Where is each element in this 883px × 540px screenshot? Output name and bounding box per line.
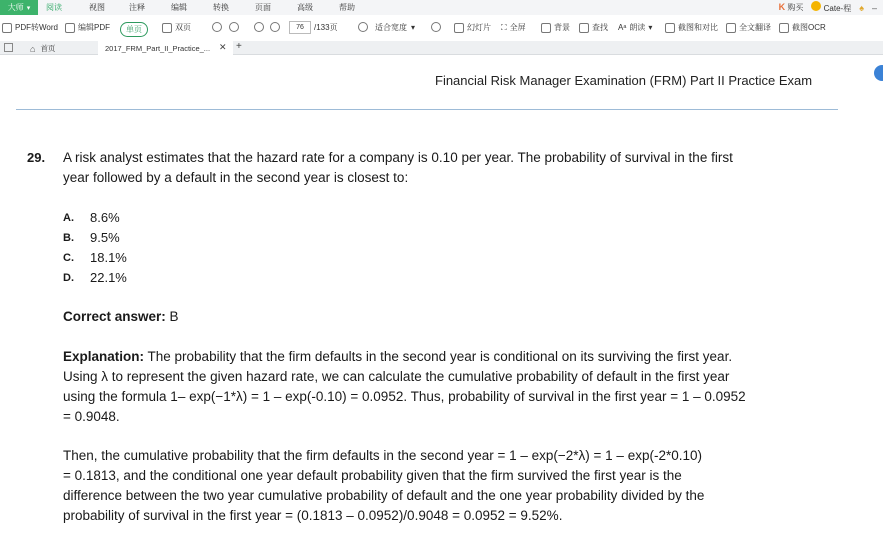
option-letter: D. bbox=[63, 272, 74, 284]
explanation-text: The probability that the firm defaults in the second year is conditional on its surviving the first year. bbox=[144, 349, 733, 364]
option-d bbox=[63, 270, 127, 285]
header-divider bbox=[16, 109, 838, 110]
background-label: 背景 bbox=[554, 23, 570, 32]
account-area bbox=[779, 1, 877, 14]
sidebar-toggle-icon[interactable] bbox=[4, 43, 13, 52]
background-button[interactable] bbox=[541, 22, 570, 33]
double-page-button[interactable] bbox=[162, 22, 191, 33]
chevron-down-icon: ▾ bbox=[411, 23, 416, 32]
chevron-down-icon: ▾ bbox=[648, 23, 653, 32]
avatar bbox=[811, 1, 821, 11]
paragraph-line: probability of survival in the first year = (0.1813 – 0.0952)/0.9048 = 0.0952 = 9.52%. bbox=[63, 508, 563, 523]
option-text: 18.1% bbox=[90, 250, 127, 265]
explanation-line: Using λ to represent the given hazard rate, we can calculate the cumulative probability of default in the first year bbox=[63, 369, 730, 384]
rotate-left-icon bbox=[212, 22, 222, 32]
compare-icon bbox=[665, 23, 675, 33]
slideshow-icon bbox=[454, 23, 464, 33]
page-navigator bbox=[289, 21, 338, 34]
chevron-down-icon: ▾ bbox=[26, 4, 31, 12]
chevron-right-icon bbox=[270, 22, 280, 32]
translate-icon bbox=[726, 23, 736, 33]
explanation-first-line bbox=[63, 349, 732, 364]
slideshow-button[interactable] bbox=[454, 22, 491, 33]
background-icon bbox=[541, 23, 551, 33]
rotate-left-button[interactable] bbox=[212, 22, 222, 32]
tab-home[interactable] bbox=[30, 43, 55, 54]
double-page-icon bbox=[162, 23, 172, 33]
edit-icon bbox=[65, 23, 75, 33]
brand-label: 大师 bbox=[7, 3, 24, 12]
menu-view[interactable]: 视图 bbox=[89, 3, 105, 12]
fullscreen-button[interactable] bbox=[501, 22, 526, 33]
toolbar bbox=[0, 18, 883, 40]
explanation-label: Explanation: bbox=[63, 349, 145, 364]
tab-document[interactable] bbox=[98, 41, 233, 55]
zoom-mode-label: 适合宽度 bbox=[375, 23, 407, 32]
rotate-right-button[interactable] bbox=[229, 22, 239, 32]
menu-edit[interactable]: 编辑 bbox=[171, 3, 187, 12]
slideshow-label: 幻灯片 bbox=[467, 23, 491, 32]
option-letter: A. bbox=[63, 212, 74, 224]
user-name: Cate-程 bbox=[823, 4, 852, 13]
find-label: 查找 bbox=[592, 23, 608, 32]
menu-convert[interactable]: 转换 bbox=[213, 3, 229, 12]
zoom-in-icon bbox=[431, 22, 441, 32]
compare-button[interactable] bbox=[665, 22, 718, 33]
zoom-out-button[interactable] bbox=[358, 22, 368, 32]
add-tab-icon[interactable]: + bbox=[236, 41, 242, 52]
pdf-to-word-label: PDF转Word bbox=[15, 23, 58, 32]
paragraph-line: = 0.1813, and the conditional one year default probability given that the firm survived the first year is the bbox=[63, 468, 682, 483]
prev-page-button[interactable] bbox=[254, 22, 264, 32]
question-number: 29. bbox=[27, 150, 46, 165]
paragraph-line: Then, the cumulative probability that the firm defaults in the second year = 1 – exp(−2*λ) = 1 – exp(-2*0.10) bbox=[63, 448, 702, 463]
translate-label: 全文翻译 bbox=[739, 23, 771, 32]
read-aloud-button[interactable] bbox=[618, 22, 652, 33]
rotate-right-icon bbox=[229, 22, 239, 32]
paragraph-line: difference between the two year cumulative probability of default and the one year probability divided by the bbox=[63, 488, 705, 503]
option-text: 8.6% bbox=[90, 210, 120, 225]
zoom-out-icon bbox=[358, 22, 368, 32]
search-icon bbox=[579, 23, 589, 33]
menu-help[interactable]: 帮助 bbox=[339, 3, 355, 12]
tab-bar bbox=[0, 41, 883, 55]
notification-icon[interactable]: ♠ bbox=[859, 2, 864, 13]
menu-advanced[interactable]: 高级 bbox=[297, 3, 313, 12]
ocr-label: 截图OCR bbox=[792, 23, 826, 32]
explanation-line: using the formula 1– exp(−1*λ) = 1 – exp(-0.10) = 0.0952. Thus, probability of survival in the first year = 1 – 0.0952 bbox=[63, 389, 746, 404]
page-header: Financial Risk Manager Examination (FRM) Part II Practice Exam bbox=[435, 73, 813, 88]
correct-answer-value: B bbox=[165, 309, 179, 324]
fullscreen-label: 全屏 bbox=[509, 23, 526, 32]
floating-assistant-icon[interactable] bbox=[874, 65, 883, 81]
app-brand[interactable] bbox=[0, 0, 38, 15]
user-menu[interactable] bbox=[811, 1, 851, 14]
correct-answer-label: Correct answer: bbox=[63, 309, 166, 324]
next-page-button[interactable] bbox=[270, 22, 280, 32]
ocr-button[interactable] bbox=[779, 22, 826, 33]
option-text: 22.1% bbox=[90, 270, 127, 285]
single-page-label: 单页 bbox=[120, 22, 148, 37]
find-button[interactable] bbox=[579, 22, 608, 33]
ocr-icon bbox=[779, 23, 789, 33]
close-icon[interactable]: ✕ bbox=[219, 42, 227, 52]
single-page-button[interactable] bbox=[120, 22, 148, 37]
option-b bbox=[63, 230, 120, 245]
option-a bbox=[63, 210, 120, 225]
pdf-to-word-button[interactable] bbox=[2, 22, 58, 33]
menu-page[interactable]: 页面 bbox=[255, 3, 271, 12]
menu-annotate[interactable]: 注释 bbox=[129, 3, 145, 12]
page-number-input[interactable]: 76 bbox=[289, 21, 311, 34]
option-c bbox=[63, 250, 127, 265]
buy-button[interactable] bbox=[779, 2, 804, 13]
edit-pdf-label: 编辑PDF bbox=[78, 23, 110, 32]
menu-bar bbox=[0, 0, 883, 15]
correct-answer bbox=[63, 309, 179, 324]
question-text-line: A risk analyst estimates that the hazard rate for a company is 0.10 per year. The probability of survival in the first bbox=[63, 150, 733, 165]
question-text-line: year followed by a default in the second year is closest to: bbox=[63, 170, 409, 185]
option-text: 9.5% bbox=[90, 230, 120, 245]
option-letter: B. bbox=[63, 232, 74, 244]
menu-read[interactable]: 阅读 bbox=[46, 3, 62, 12]
fullscreen-icon: ⛶ bbox=[501, 22, 507, 32]
edit-pdf-button[interactable] bbox=[65, 22, 110, 33]
word-icon bbox=[2, 23, 12, 33]
minimize-icon[interactable]: – bbox=[871, 2, 877, 13]
translate-button[interactable] bbox=[726, 22, 771, 33]
read-aloud-label: 朗读 bbox=[629, 23, 646, 32]
buy-label: 购买 bbox=[787, 3, 804, 12]
double-page-label: 双页 bbox=[175, 23, 191, 32]
zoom-mode-select[interactable] bbox=[375, 22, 415, 33]
compare-label: 截图和对比 bbox=[678, 23, 718, 32]
option-letter: C. bbox=[63, 252, 74, 264]
cart-icon: K bbox=[778, 2, 786, 12]
chevron-left-icon bbox=[254, 22, 264, 32]
zoom-in-button[interactable] bbox=[431, 22, 441, 32]
explanation-line: = 0.9048. bbox=[63, 409, 120, 424]
speaker-icon: Aᵃ bbox=[618, 23, 627, 32]
home-icon: ⌂ bbox=[30, 43, 36, 54]
tab-home-label: 首页 bbox=[40, 44, 56, 53]
total-pages: /133页 bbox=[314, 23, 338, 32]
tab-document-label: 2017_FRM_Part_II_Practice_... bbox=[105, 43, 211, 53]
